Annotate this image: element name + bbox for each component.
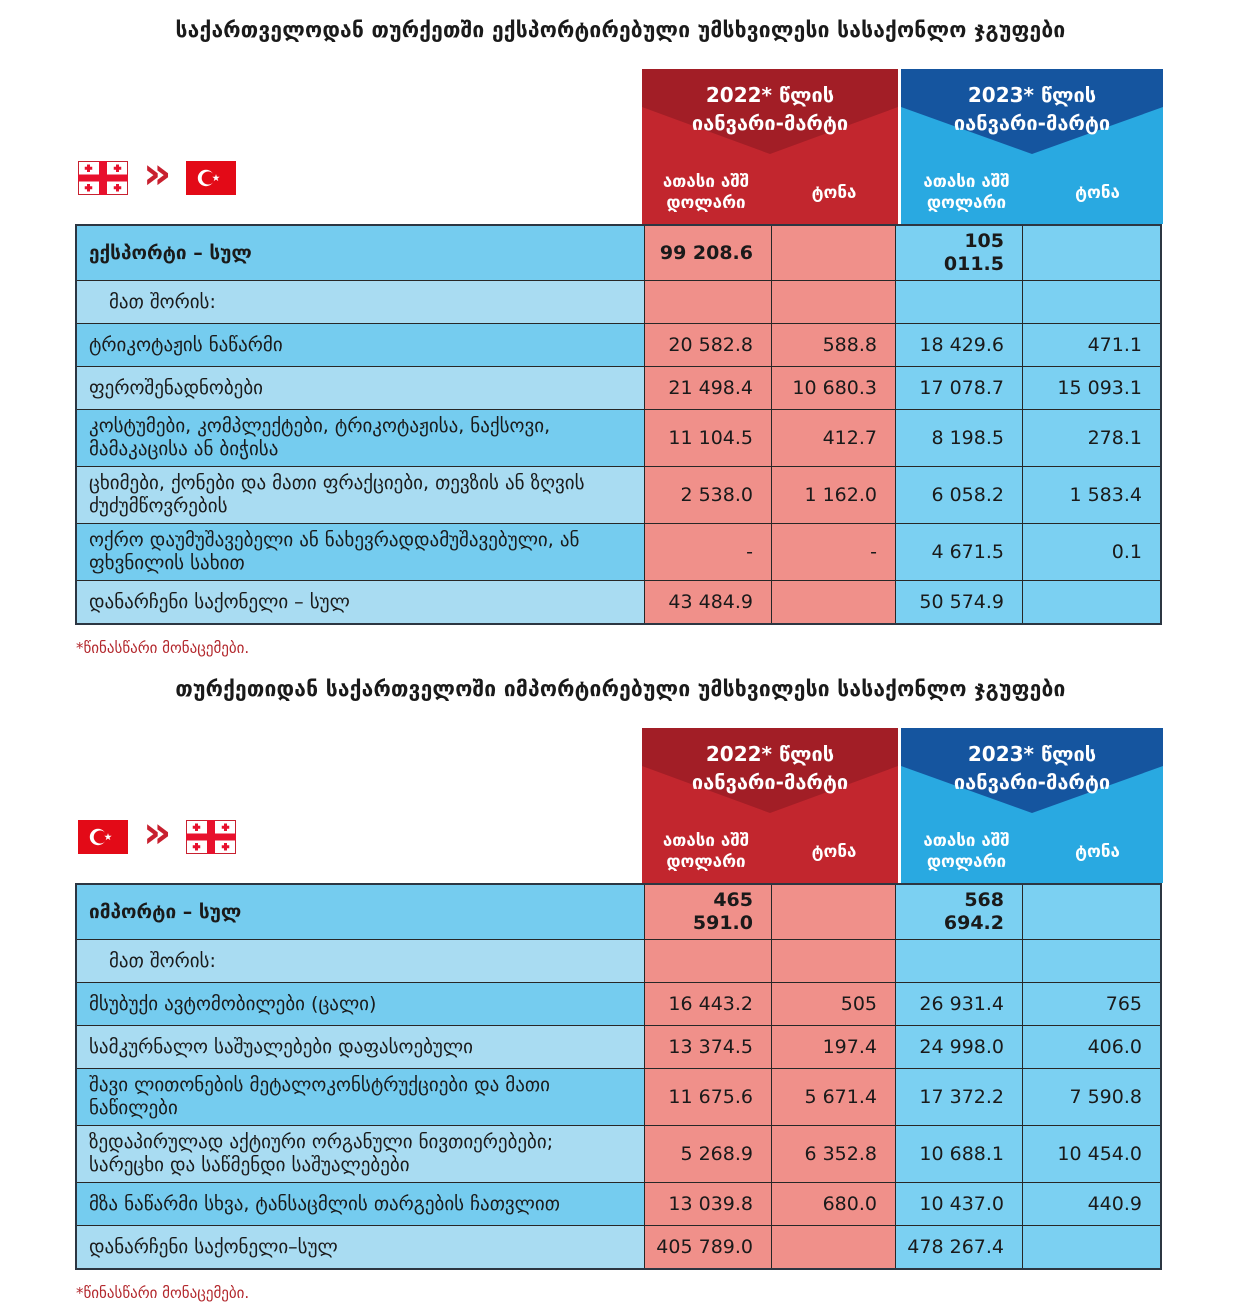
cell-ton-2022: 588.8 [771,324,895,366]
cell-usd-2022: 13 039.8 [644,1183,771,1225]
year-line1: 2022* წლის [705,83,835,107]
usd-unit-label: ათასი აშშ დოლარი [662,172,750,213]
cell-usd-2022: 16 443.2 [644,983,771,1025]
table-row [77,1068,1160,1125]
cell-ton-2022 [771,1226,895,1268]
cell-usd-2023: 6 058.2 [895,467,1022,523]
cell-ton-2022 [771,281,895,323]
row-label-cell: კოსტუმები, კომპლექტები, ტრიკოტაჟისა, ნაქსოვი, მამაკაცისა ან ბიჭისა [77,410,644,466]
cell-ton-2022: - [771,524,895,580]
row-label-cell: იმპორტი – სულ [77,885,644,939]
cell-ton-2023: 406.0 [1022,1026,1160,1068]
year-2023-header-group [901,728,1163,883]
cell-usd-2022: 11 104.5 [644,410,771,466]
table-row [77,580,1160,623]
import-table-header [75,728,1163,883]
cell-usd-2022: 2 538.0 [644,467,771,523]
year-2022-label [642,728,898,796]
direction-chevron-icon: » [143,807,172,858]
table-row [77,1025,1160,1068]
ton-unit-label: ტონა [1075,182,1120,203]
year-2022-header-group [642,728,898,883]
ton-unit-label: ტონა [1075,841,1120,862]
year-2023-label [901,69,1163,137]
cell-ton-2022 [771,581,895,623]
cell-ton-2023: 15 093.1 [1022,367,1160,409]
unit-subheaders-2022 [642,172,898,214]
export-direction-flags [78,148,236,199]
row-label-cell: ფეროშენადნობები [77,367,644,409]
cell-ton-2022: 505 [771,983,895,1025]
unit-subheaders-2023 [901,172,1163,214]
cell-usd-2022: - [644,524,771,580]
cell-ton-2023 [1022,581,1160,623]
cell-ton-2022: 412.7 [771,410,895,466]
year-line2: იანვარი-მარტი [953,111,1111,135]
table-row [77,1125,1160,1182]
table-row [77,1182,1160,1225]
export-table [75,69,1163,625]
cell-usd-2022: 465 591.0 [644,885,771,939]
table-row [77,885,1160,939]
cell-ton-2022 [771,885,895,939]
row-label-cell: დანარჩენი საქონელი – სულ [77,581,644,623]
row-label-cell: შავი ლითონების მეტალოკონსტრუქციები და მათი ნაწილები [77,1069,644,1125]
row-label-cell: მსუბუქი ავტომობილები (ცალი) [77,983,644,1025]
unit-subheaders-2023 [901,831,1163,873]
table-row [77,939,1160,982]
year-line2: იანვარი-მარტი [953,770,1111,794]
cell-usd-2022 [644,281,771,323]
cell-ton-2023: 10 454.0 [1022,1126,1160,1182]
import-direction-flags [78,807,236,858]
cell-usd-2023: 50 574.9 [895,581,1022,623]
ton-unit-label: ტონა [811,182,857,203]
year-2023-header-group [901,69,1163,224]
cell-ton-2023: 765 [1022,983,1160,1025]
cell-usd-2022: 13 374.5 [644,1026,771,1068]
ton-unit-label: ტონა [811,841,857,862]
table-row [77,466,1160,523]
cell-usd-2022 [644,940,771,982]
export-title: საქართველოდან თურქეთში ექსპორტირებული უმსხვილესი სასაქონლო ჯგუფები [175,18,1066,42]
cell-usd-2023: 4 671.5 [895,524,1022,580]
year-line1: 2023* წლის [967,742,1097,766]
cell-usd-2023: 478 267.4 [895,1226,1022,1268]
cell-ton-2023: 440.9 [1022,1183,1160,1225]
table-row [77,523,1160,580]
cell-ton-2023 [1022,1226,1160,1268]
cell-ton-2022: 680.0 [771,1183,895,1225]
table-row [77,409,1160,466]
row-label-cell: სამკურნალო საშუალებები დაფასოებული [77,1026,644,1068]
row-label-cell: მათ შორის: [77,940,644,982]
cell-usd-2023 [895,281,1022,323]
cell-usd-2023: 10 688.1 [895,1126,1022,1182]
cell-usd-2023: 105 011.5 [895,226,1022,280]
header-spacer [75,69,642,224]
cell-usd-2023: 568 694.2 [895,885,1022,939]
cell-usd-2023 [895,940,1022,982]
cell-usd-2023: 26 931.4 [895,983,1022,1025]
cell-ton-2023: 278.1 [1022,410,1160,466]
year-2022-label [642,69,898,137]
cell-ton-2022: 6 352.8 [771,1126,895,1182]
cell-usd-2022: 405 789.0 [644,1226,771,1268]
table-row [77,1225,1160,1268]
georgia-flag-icon [78,161,128,195]
export-footnote: *წინასწარი მონაცემები. [76,639,250,657]
cell-usd-2023: 10 437.0 [895,1183,1022,1225]
row-label-cell: დანარჩენი საქონელი–სულ [77,1226,644,1268]
cell-ton-2023: 0.1 [1022,524,1160,580]
cell-ton-2022 [771,940,895,982]
cell-usd-2023: 17 078.7 [895,367,1022,409]
usd-unit-label: ათასი აშშ დოლარი [662,831,750,872]
import-title: თურქეთიდან საქართველოში იმპორტირებული უმსხვილესი სასაქონლო ჯგუფები [175,677,1066,701]
export-table-body [75,224,1162,625]
cell-usd-2023: 17 372.2 [895,1069,1022,1125]
cell-usd-2022: 5 268.9 [644,1126,771,1182]
import-table [75,728,1163,1270]
year-2023-label [901,728,1163,796]
cell-ton-2022: 10 680.3 [771,367,895,409]
cell-ton-2023: 7 590.8 [1022,1069,1160,1125]
header-spacer [75,728,642,883]
table-row [77,366,1160,409]
row-label-cell: ცხიმები, ქონები და მათი ფრაქციები, თევზის ან ზღვის ძუძუმწოვრების [77,467,644,523]
usd-unit-label: ათასი აშშ დოლარი [923,831,1010,872]
cell-ton-2022: 5 671.4 [771,1069,895,1125]
cell-ton-2023 [1022,885,1160,939]
cell-usd-2022: 20 582.8 [644,324,771,366]
turkey-flag-icon [78,820,128,854]
year-line2: იანვარი-მარტი [691,770,849,794]
import-table-body [75,883,1162,1270]
cell-ton-2022: 197.4 [771,1026,895,1068]
cell-ton-2023: 471.1 [1022,324,1160,366]
cell-ton-2023 [1022,940,1160,982]
row-label-cell: მათ შორის: [77,281,644,323]
table-row [77,323,1160,366]
row-label-cell: ტრიკოტაჟის ნაწარმი [77,324,644,366]
year-2022-header-group [642,69,898,224]
cell-usd-2022: 43 484.9 [644,581,771,623]
cell-usd-2022: 99 208.6 [644,226,771,280]
cell-usd-2023: 8 198.5 [895,410,1022,466]
row-label-cell: ზედაპირულად აქტიური ორგანული ნივთიერებები; სარეცხი და საწმენდი საშუალებები [77,1126,644,1182]
table-row [77,280,1160,323]
year-line1: 2023* წლის [967,83,1097,107]
cell-usd-2022: 11 675.6 [644,1069,771,1125]
cell-ton-2023 [1022,226,1160,280]
row-label-cell: ოქრო დაუმუშავებელი ან ნახევრადდამუშავებული, ან ფხვნილის სახით [77,524,644,580]
cell-usd-2022: 21 498.4 [644,367,771,409]
row-label-cell: მზა ნაწარმი სხვა, ტანსაცმლის თარგების ჩათვლით [77,1183,644,1225]
turkey-flag-icon [186,161,236,195]
cell-ton-2023: 1 583.4 [1022,467,1160,523]
cell-ton-2022: 1 162.0 [771,467,895,523]
cell-ton-2022 [771,226,895,280]
cell-usd-2023: 24 998.0 [895,1026,1022,1068]
table-row [77,226,1160,280]
export-table-header [75,69,1163,224]
year-line2: იანვარი-მარტი [691,111,849,135]
usd-unit-label: ათასი აშშ დოლარი [923,172,1010,213]
year-line1: 2022* წლის [705,742,835,766]
cell-usd-2023: 18 429.6 [895,324,1022,366]
row-label-cell: ექსპორტი – სულ [77,226,644,280]
import-footnote: *წინასწარი მონაცემები. [76,1284,250,1302]
direction-chevron-icon: » [143,148,172,199]
cell-ton-2023 [1022,281,1160,323]
table-row [77,982,1160,1025]
georgia-flag-icon [186,820,236,854]
unit-subheaders-2022 [642,831,898,873]
